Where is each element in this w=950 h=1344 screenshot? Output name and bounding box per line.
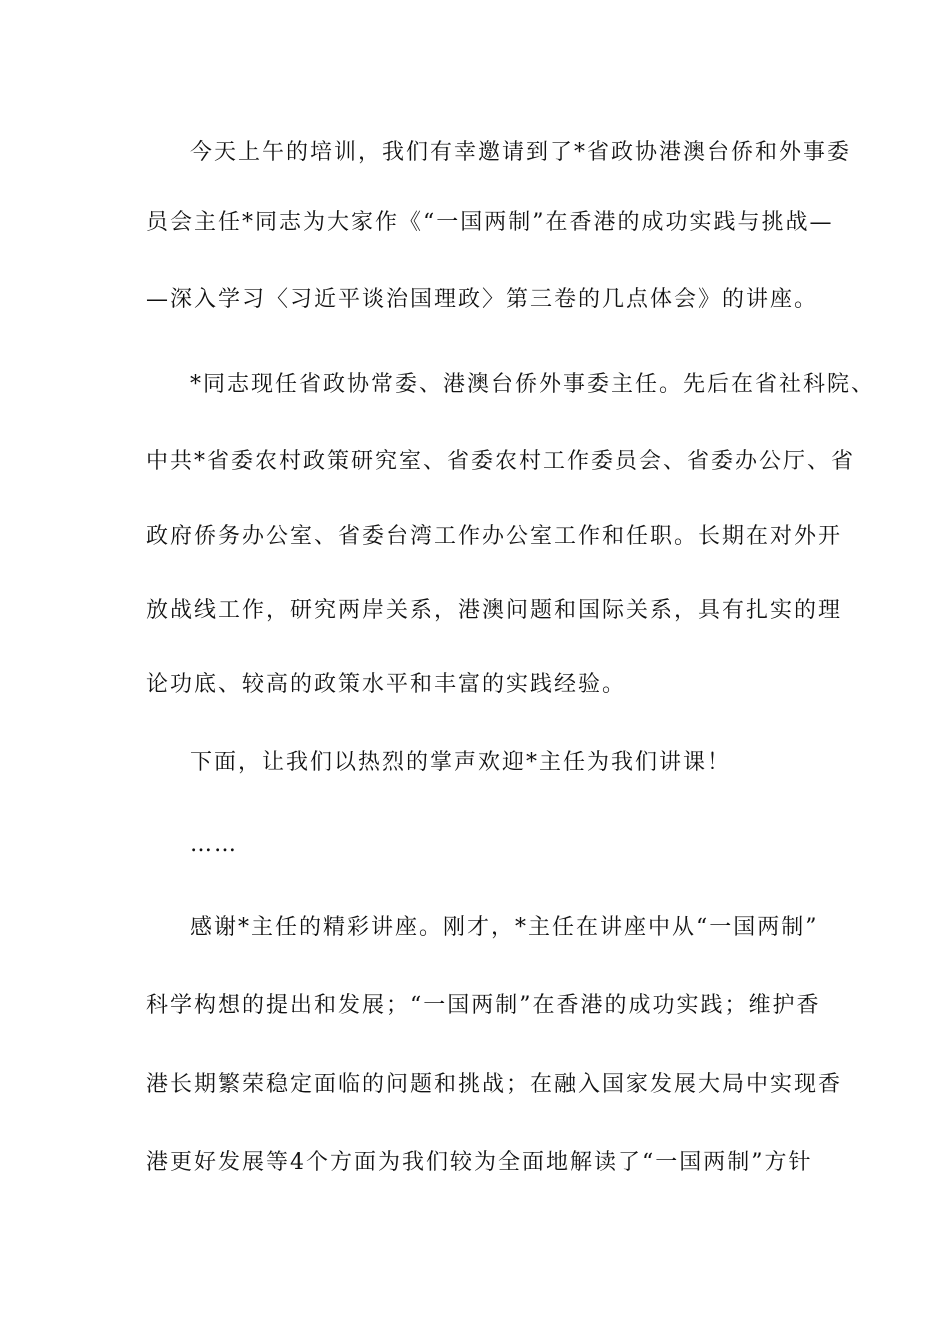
paragraph-3-line-1: 下面，让我们以热烈的掌声欢迎*主任为我们讲课！ bbox=[190, 750, 732, 775]
ellipsis: …… bbox=[190, 832, 238, 857]
paragraph-4-line-1: 感谢*主任的精彩讲座。刚才，*主任在讲座中从“一国两制” bbox=[190, 915, 819, 940]
paragraph-2-line-3: 政府侨务办公室、省委台湾工作办公室工作和任职。长期在对外开 bbox=[146, 524, 843, 549]
paragraph-2-line-2: 中共*省委农村政策研究室、省委农村工作委员会、省委办公厅、省 bbox=[146, 449, 856, 474]
paragraph-2-line-4: 放战线工作，研究两岸关系，港澳问题和国际关系，具有扎实的理 bbox=[146, 598, 843, 623]
paragraph-2-line-1: *同志现任省政协常委、港澳台侨外事委主任。先后在省社科院、 bbox=[190, 372, 876, 397]
paragraph-4-line-2: 科学构想的提出和发展；“一国两制”在香港的成功实践；维护香 bbox=[146, 993, 821, 1018]
paragraph-4-line-3: 港长期繁荣稳定面临的问题和挑战；在融入国家发展大局中实现香 bbox=[146, 1072, 843, 1097]
paragraph-4-line-4: 港更好发展等4个方面为我们较为全面地解读了“一国两制”方针 bbox=[146, 1150, 813, 1175]
paragraph-1-line-3: —深入学习〈习近平谈治国理政〉第三卷的几点体会》的讲座。 bbox=[146, 287, 819, 312]
paragraph-1-line-1: 今天上午的培训，我们有幸邀请到了*省政协港澳台侨和外事委 bbox=[190, 140, 852, 165]
paragraph-1-line-2: 员会主任*同志为大家作《“一国两制”在香港的成功实践与挑战— bbox=[146, 210, 834, 235]
paragraph-2-line-5: 论功底、较高的政策水平和丰富的实践经验。 bbox=[146, 672, 627, 697]
